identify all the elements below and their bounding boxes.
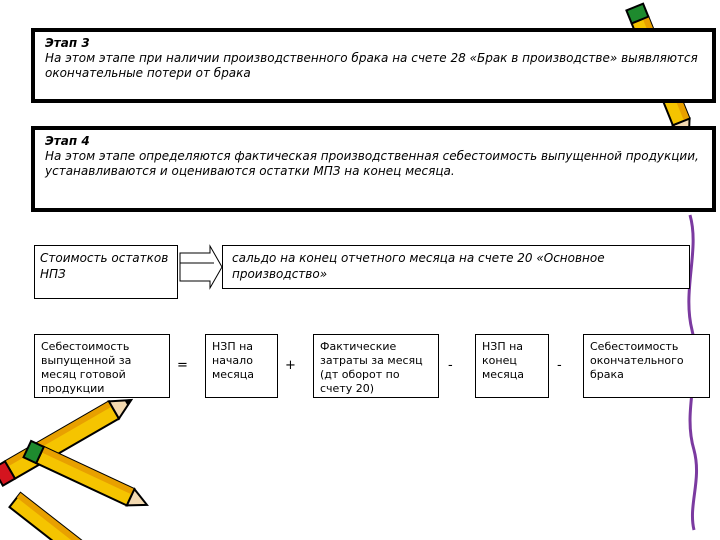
pencil-icon [24, 441, 151, 513]
plus-operator: + [285, 358, 296, 373]
formula-term-output-cost: Себестоимость выпущенной за месяц готовой продукции [34, 334, 170, 398]
stage-4-text: На этом этапе определяются фактическая производственная себестоимость выпущенной продукции, устанавливаются и оцениваются остатки МПЗ на конец месяца. [45, 149, 699, 178]
equals-operator: = [177, 358, 188, 373]
minus-operator: - [448, 358, 453, 373]
account-balance-box: сальдо на конец отчетного месяца на счете 20 «Основное производство» [222, 245, 690, 289]
pencil-icon [9, 493, 104, 540]
minus-operator: - [557, 358, 562, 373]
arrow-connector [180, 246, 222, 288]
stage-4-box [31, 126, 716, 212]
stage-3-box [31, 28, 716, 103]
stock-remains-box: Стоимость остатков НПЗ [34, 245, 178, 299]
formula-term-actual-costs: Фактические затраты за месяц (дт оборот по счету 20) [313, 334, 439, 398]
stage-4-title: Этап 4 [45, 134, 90, 148]
formula-term-defect-cost: Себестоимость окончательного брака [583, 334, 710, 398]
formula-term-wip-end: НЗП на конец месяца [475, 334, 549, 398]
stage-3-text: На этом этапе при наличии производственного брака на счете 28 «Брак в производстве» выявляются окончательные потери от брака [45, 51, 698, 80]
stage-3-title: Этап 3 [45, 36, 90, 50]
formula-term-wip-start: НЗП на начало месяца [205, 334, 278, 398]
